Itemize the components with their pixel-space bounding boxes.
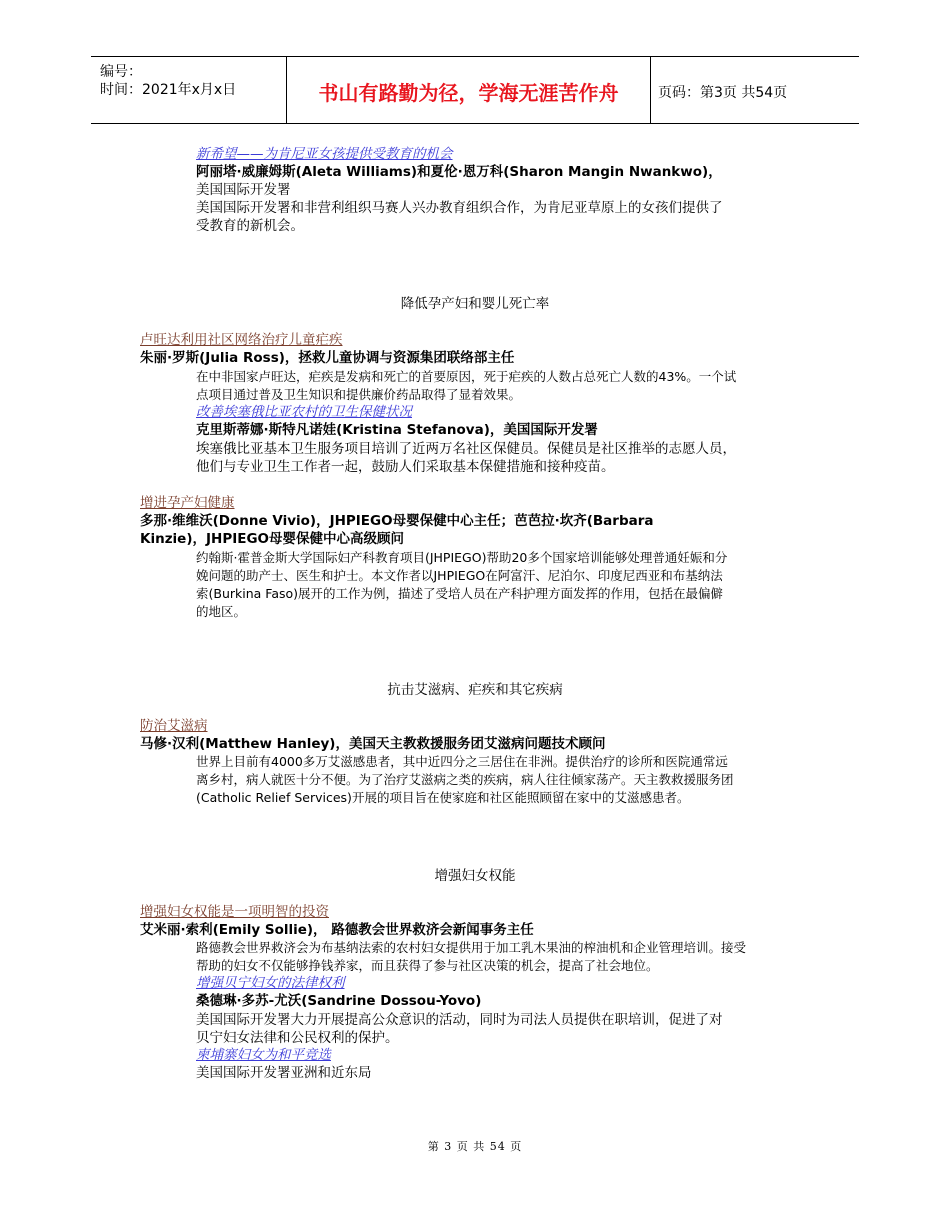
article-link-ethiopia-health[interactable]: 改善埃塞俄比亚农村的卫生保健状况: [196, 404, 412, 420]
article-link-cambodia-women[interactable]: 柬埔寨妇女为和平竞选: [196, 1047, 331, 1063]
article-link-women-investment[interactable]: 增强妇女权能是一项明智的投资: [140, 904, 329, 920]
article-desc: 埃塞俄比亚基本卫生服务项目培训了近两万名社区保健员。保健员是社区推举的志愿人员，: [196, 441, 736, 457]
article-desc: 路德教会世界救济会为布基纳法索的农村妇女提供用于加工乳木果油的榨油机和企业管理培训。接受: [196, 940, 747, 955]
article-author: Kinzie)，JHPIEGO母婴保健中心高级顾问: [140, 531, 405, 547]
header-mid-cell: [286, 57, 651, 123]
article-desc: 世界上目前有4000多万艾滋感患者，其中近四分之三居住在非洲。提供治疗的诊所和医院通常远: [196, 754, 728, 769]
article-org: 美国国际开发署: [196, 182, 291, 198]
article-author: 阿丽塔·威廉姆斯(Aleta Williams)和夏伦·恩万科(Sharon Mangin Nwankwo)，: [196, 164, 722, 180]
article-desc: 离乡村，病人就医十分不便。为了治疗艾滋病之类的疾病，病人往往倾家荡产。天主教救援服务团: [196, 772, 734, 787]
page-footer: 第 3 页 共 54 页: [427, 1140, 523, 1153]
article-author: 桑德琳·多苏-尤沃(Sandrine Dossou-Yovo): [196, 993, 482, 1009]
document-header: [91, 56, 859, 124]
article-desc: 的地区。: [196, 604, 247, 619]
motto-text: 书山有路勤为径，学海无涯苦作舟: [318, 81, 619, 105]
article-org: 美国国际开发署亚洲和近东局: [196, 1065, 372, 1081]
article-author: 艾米丽·索利(Emily Sollie)， 路德教会世界救济会新闻事务主任: [140, 922, 534, 938]
section-title-diseases: 抗击艾滋病、疟疾和其它疾病: [387, 682, 563, 698]
time-label: 时间：2021年x月x日: [100, 82, 237, 98]
section-title-maternal-mortality: 降低孕产妇和婴儿死亡率: [400, 296, 550, 312]
article-desc: 他们与专业卫生工作者一起，鼓励人们采取基本保健措施和接种疫苗。: [196, 459, 615, 475]
article-desc: 点项目通过普及卫生知识和提供廉价药品取得了显着效果。: [196, 387, 522, 402]
article-desc: 娩问题的助产士、医生和护士。本文作者以JHPIEGO在阿富汗、尼泊尔、印度尼西亚和布基纳法: [196, 568, 723, 583]
article-author: 克里斯蒂娜·斯特凡诺娃(Kristina Stefanova)，美国国际开发署: [196, 422, 598, 438]
page-info: 页码：第3页 共54页: [658, 85, 788, 101]
article-desc: 索(Burkina Faso)展开的工作为例，描述了受培人员在产科护理方面发挥的作用，包括在最偏僻: [196, 586, 724, 601]
article-author: 多那·维维沃(Donne Vivio)，JHPIEGO母婴保健中心主任；芭芭拉·坎齐(Barbara: [140, 513, 654, 529]
article-author: 马修·汉利(Matthew Hanley)，美国天主教救援服务团艾滋病问题技术顾问: [140, 736, 606, 752]
article-link-benin-women[interactable]: 增强贝宁妇女的法律权利: [196, 975, 345, 991]
article-desc: 贝宁妇女法律和公民权利的保护。: [196, 1030, 399, 1046]
article-link-rwanda-malaria[interactable]: 卢旺达利用社区网络治疗儿童疟疾: [140, 332, 343, 348]
article-desc: 美国国际开发署大力开展提高公众意识的活动，同时为司法人员提供在职培训，促进了对: [196, 1012, 723, 1028]
article-desc: 约翰斯·霍普金斯大学国际妇产科教育项目(JHPIEGO)帮助20多个国家培训能够处理普通妊娠和分: [196, 550, 728, 565]
article-author: 朱丽·罗斯(Julia Ross)，拯救儿童协调与资源集团联络部主任: [140, 350, 515, 366]
article-link-maternal-health[interactable]: 增进孕产妇健康: [140, 495, 235, 511]
header-right-cell: [649, 57, 859, 123]
article-desc: (Catholic Relief Services)开展的项目旨在使家庭和社区能照顾留在家中的艾滋感患者。: [196, 790, 690, 805]
section-title-women-empowerment: 增强妇女权能: [434, 868, 516, 884]
article-desc: 受教育的新机会。: [196, 218, 304, 234]
header-left-cell: [91, 57, 286, 123]
article-desc: 在中非国家卢旺达，疟疾是发病和死亡的首要原因，死于疟疾的人数占总死亡人数的43%。一个试: [196, 369, 737, 384]
article-desc: 帮助的妇女不仅能够挣钱养家，而且获得了参与社区决策的机会，提高了社会地位。: [196, 958, 659, 973]
article-desc: 美国国际开发署和非营利组织马赛人兴办教育组织合作，为肯尼亚草原上的女孩们提供了: [196, 200, 723, 216]
article-link-kenya-girls[interactable]: 新希望——为肯尼亚女孩提供受教育的机会: [196, 146, 453, 162]
number-label: 编号：: [100, 64, 142, 80]
article-link-aids[interactable]: 防治艾滋病: [140, 718, 208, 734]
